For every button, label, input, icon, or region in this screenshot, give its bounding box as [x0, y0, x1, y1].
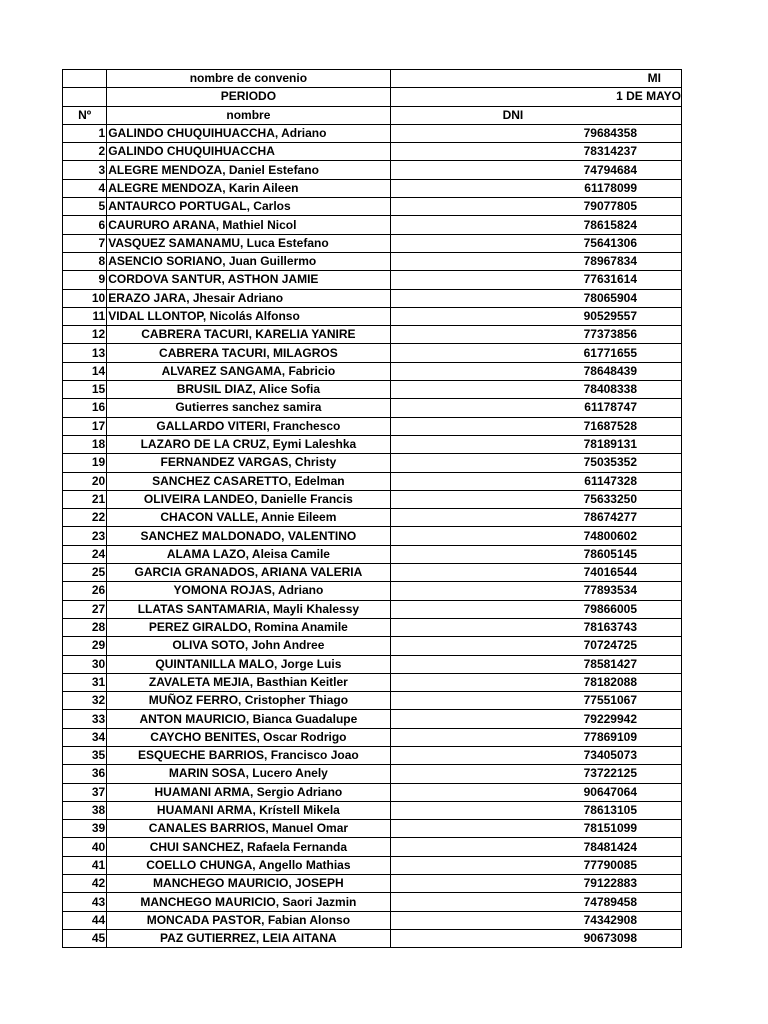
table-row — [63, 527, 682, 545]
row-dni[interactable]: 75035352 — [390, 454, 681, 472]
row-name[interactable]: VIDAL LLONTOP, Nicolás Alfonso — [107, 307, 390, 325]
row-number[interactable]: 27 — [63, 600, 107, 618]
row-name[interactable]: CAURURO ARANA, Mathiel Nicol — [107, 216, 390, 234]
row-dni[interactable]: 78615824 — [390, 216, 681, 234]
row-number[interactable]: 15 — [63, 381, 107, 399]
row-name[interactable]: CABRERA TACURI, MILAGROS — [107, 344, 390, 362]
row-name[interactable]: GALINDO CHUQUIHUACCHA, Adriano — [107, 124, 390, 142]
row-number[interactable]: 32 — [63, 692, 107, 710]
row-number[interactable]: 5 — [63, 198, 107, 216]
row-number[interactable]: 13 — [63, 344, 107, 362]
table-row — [63, 490, 682, 508]
row-dni[interactable]: 61771655 — [390, 344, 681, 362]
table-row — [63, 564, 682, 582]
table-row — [63, 198, 682, 216]
row-dni[interactable]: 75633250 — [390, 490, 681, 508]
row-number[interactable]: 17 — [63, 417, 107, 435]
row-dni[interactable]: 78065904 — [390, 289, 681, 307]
row-dni[interactable]: 74016544 — [390, 564, 681, 582]
row-number[interactable]: 41 — [63, 856, 107, 874]
row-dni[interactable]: 90673098 — [390, 929, 681, 947]
row-name[interactable]: VASQUEZ SAMANAMU, Luca Estefano — [107, 234, 390, 252]
row-name[interactable]: HUAMANI ARMA, Sergio Adriano — [107, 783, 390, 801]
row-name[interactable]: MANCHEGO MAURICIO, JOSEPH — [107, 875, 390, 893]
row-dni[interactable]: 90647064 — [390, 783, 681, 801]
table-row — [63, 307, 682, 325]
row-dni[interactable]: 90529557 — [390, 307, 681, 325]
table-row — [63, 161, 682, 179]
row-name[interactable]: ALEGRE MENDOZA, Daniel Estefano — [107, 161, 390, 179]
row-number[interactable]: 10 — [63, 289, 107, 307]
row-dni[interactable]: 78648439 — [390, 362, 681, 380]
row-dni[interactable]: 78163743 — [390, 618, 681, 636]
row-dni[interactable]: 78151099 — [390, 820, 681, 838]
row-name[interactable]: LAZARO DE LA CRUZ, Eymi Laleshka — [107, 435, 390, 453]
row-name[interactable]: MANCHEGO MAURICIO, Saori Jazmin — [107, 893, 390, 911]
row-number[interactable]: 9 — [63, 271, 107, 289]
col-header-dni[interactable]: DNI — [390, 106, 681, 124]
table-row — [63, 637, 682, 655]
row-number[interactable]: 14 — [63, 362, 107, 380]
table-row — [63, 820, 682, 838]
table-row — [63, 289, 682, 307]
row-dni[interactable]: 61178099 — [390, 179, 681, 197]
row-name[interactable]: MUÑOZ FERRO, Cristopher Thiago — [107, 692, 390, 710]
header-cell-empty[interactable] — [63, 70, 107, 88]
row-dni[interactable]: 78481424 — [390, 838, 681, 856]
row-number[interactable]: 16 — [63, 399, 107, 417]
row-name[interactable]: ESQUECHE BARRIOS, Francisco Joao — [107, 746, 390, 764]
row-name[interactable]: ERAZO JARA, Jhesair Adriano — [107, 289, 390, 307]
row-number[interactable]: 4 — [63, 179, 107, 197]
row-name[interactable]: YOMONA ROJAS, Adriano — [107, 582, 390, 600]
row-dni[interactable]: 77869109 — [390, 728, 681, 746]
table-row — [63, 326, 682, 344]
row-name[interactable]: ALAMA LAZO, Aleisa Camile — [107, 545, 390, 563]
table-row — [63, 838, 682, 856]
periodo-label[interactable]: PERIODO — [107, 88, 390, 106]
row-name[interactable]: OLIVEIRA LANDEO, Danielle Francis — [107, 490, 390, 508]
row-number[interactable]: 44 — [63, 911, 107, 929]
row-dni[interactable]: 77790085 — [390, 856, 681, 874]
convenio-value[interactable]: MI — [390, 70, 681, 88]
table-row — [63, 216, 682, 234]
row-dni[interactable]: 78408338 — [390, 381, 681, 399]
row-number[interactable]: 38 — [63, 801, 107, 819]
table-row — [63, 179, 682, 197]
table-row — [63, 600, 682, 618]
row-number[interactable]: 21 — [63, 490, 107, 508]
row-dni[interactable]: 78674277 — [390, 509, 681, 527]
row-number[interactable]: 35 — [63, 746, 107, 764]
row-name[interactable]: ANTON MAURICIO, Bianca Guadalupe — [107, 710, 390, 728]
row-number[interactable]: 37 — [63, 783, 107, 801]
row-number[interactable]: 6 — [63, 216, 107, 234]
table-row — [63, 875, 682, 893]
table-row — [63, 582, 682, 600]
row-number[interactable]: 7 — [63, 234, 107, 252]
row-number[interactable]: 8 — [63, 252, 107, 270]
row-name[interactable]: SANCHEZ CASARETTO, Edelman — [107, 472, 390, 490]
table-row — [63, 783, 682, 801]
row-number[interactable]: 40 — [63, 838, 107, 856]
table-row — [63, 271, 682, 289]
table-row — [63, 911, 682, 929]
row-name[interactable]: CAYCHO BENITES, Oscar Rodrigo — [107, 728, 390, 746]
row-name[interactable]: CABRERA TACURI, KARELIA YANIRE — [107, 326, 390, 344]
row-dni[interactable]: 78613105 — [390, 801, 681, 819]
table-row — [63, 472, 682, 490]
table-row — [63, 893, 682, 911]
table-row — [63, 710, 682, 728]
row-number[interactable]: 29 — [63, 637, 107, 655]
table-row — [63, 673, 682, 691]
row-dni[interactable]: 74794684 — [390, 161, 681, 179]
table-row — [63, 509, 682, 527]
row-number[interactable]: 36 — [63, 765, 107, 783]
row-name[interactable]: BRUSIL DIAZ, Alice Sofia — [107, 381, 390, 399]
row-number[interactable]: 26 — [63, 582, 107, 600]
periodo-value[interactable]: 1 DE MAYO — [390, 88, 681, 106]
row-dni[interactable]: 78605145 — [390, 545, 681, 563]
table-row — [63, 655, 682, 673]
table-row — [63, 618, 682, 636]
row-number[interactable]: 25 — [63, 564, 107, 582]
row-number[interactable]: 3 — [63, 161, 107, 179]
header-row-convenio — [63, 70, 682, 88]
row-dni[interactable]: 78581427 — [390, 655, 681, 673]
table-row — [63, 399, 682, 417]
row-name[interactable]: PAZ GUTIERREZ, LEIA AITANA — [107, 929, 390, 947]
col-header-name[interactable]: nombre — [107, 106, 390, 124]
table-row — [63, 765, 682, 783]
spreadsheet — [62, 69, 681, 948]
row-number[interactable]: 28 — [63, 618, 107, 636]
row-name[interactable]: ASENCIO SORIANO, Juan Guillermo — [107, 252, 390, 270]
header-row-periodo — [63, 88, 682, 106]
row-number[interactable]: 30 — [63, 655, 107, 673]
row-dni[interactable]: 79077805 — [390, 198, 681, 216]
table-row — [63, 746, 682, 764]
row-number[interactable]: 45 — [63, 929, 107, 947]
row-dni[interactable]: 74342908 — [390, 911, 681, 929]
row-number[interactable]: 43 — [63, 893, 107, 911]
table-row — [63, 728, 682, 746]
row-dni[interactable]: 61147328 — [390, 472, 681, 490]
table-row — [63, 454, 682, 472]
row-dni[interactable]: 79684358 — [390, 124, 681, 142]
row-dni[interactable]: 74789458 — [390, 893, 681, 911]
row-name[interactable]: HUAMANI ARMA, Krístell Mikela — [107, 801, 390, 819]
row-dni[interactable]: 77631614 — [390, 271, 681, 289]
row-name[interactable]: CORDOVA SANTUR, ASTHON JAMIE — [107, 271, 390, 289]
col-header-num[interactable]: Nº — [63, 106, 107, 124]
row-name[interactable]: PEREZ GIRALDO, Romina Anamile — [107, 618, 390, 636]
row-dni[interactable]: 77893534 — [390, 582, 681, 600]
row-name[interactable]: ZAVALETA MEJIA, Basthian Keitler — [107, 673, 390, 691]
table-row — [63, 692, 682, 710]
row-number[interactable]: 31 — [63, 673, 107, 691]
row-number[interactable]: 22 — [63, 509, 107, 527]
row-name[interactable]: LLATAS SANTAMARIA, Mayli Khalessy — [107, 600, 390, 618]
row-number[interactable]: 12 — [63, 326, 107, 344]
row-name[interactable]: COELLO CHUNGA, Angello Mathias — [107, 856, 390, 874]
table-row — [63, 435, 682, 453]
table-row — [63, 801, 682, 819]
row-name[interactable]: OLIVA SOTO, John Andree — [107, 637, 390, 655]
convenio-label[interactable]: nombre de convenio — [107, 70, 390, 88]
row-dni[interactable]: 71687528 — [390, 417, 681, 435]
table-row — [63, 417, 682, 435]
table-row — [63, 856, 682, 874]
row-dni[interactable]: 75641306 — [390, 234, 681, 252]
row-name[interactable]: GALINDO CHUQUIHUACCHA — [107, 143, 390, 161]
row-name[interactable]: SANCHEZ MALDONADO, VALENTINO — [107, 527, 390, 545]
row-dni[interactable]: 77373856 — [390, 326, 681, 344]
row-dni[interactable]: 78314237 — [390, 143, 681, 161]
row-dni[interactable]: 79229942 — [390, 710, 681, 728]
table-row — [63, 545, 682, 563]
row-name[interactable]: CANALES BARRIOS, Manuel Omar — [107, 820, 390, 838]
table-row — [63, 381, 682, 399]
row-name[interactable]: FERNANDEZ VARGAS, Christy — [107, 454, 390, 472]
row-dni[interactable]: 79866005 — [390, 600, 681, 618]
row-name[interactable]: QUINTANILLA MALO, Jorge Luis — [107, 655, 390, 673]
row-name[interactable]: ANTAURCO PORTUGAL, Carlos — [107, 198, 390, 216]
row-dni[interactable]: 73722125 — [390, 765, 681, 783]
row-dni[interactable]: 70724725 — [390, 637, 681, 655]
row-number[interactable]: 11 — [63, 307, 107, 325]
row-number[interactable]: 24 — [63, 545, 107, 563]
row-dni[interactable]: 73405073 — [390, 746, 681, 764]
row-number[interactable]: 2 — [63, 143, 107, 161]
row-name[interactable]: Gutierres sanchez samira — [107, 399, 390, 417]
table-row — [63, 344, 682, 362]
row-number[interactable]: 33 — [63, 710, 107, 728]
row-number[interactable]: 23 — [63, 527, 107, 545]
row-name[interactable]: CHACON VALLE, Annie Eileem — [107, 509, 390, 527]
row-dni[interactable]: 61178747 — [390, 399, 681, 417]
header-cell-empty[interactable] — [63, 88, 107, 106]
row-dni[interactable]: 78967834 — [390, 252, 681, 270]
row-dni[interactable]: 78182088 — [390, 673, 681, 691]
table-row — [63, 929, 682, 947]
row-dni[interactable]: 79122883 — [390, 875, 681, 893]
row-name[interactable]: CHUI SANCHEZ, Rafaela Fernanda — [107, 838, 390, 856]
row-number[interactable]: 42 — [63, 875, 107, 893]
row-name[interactable]: MARIN SOSA, Lucero Anely — [107, 765, 390, 783]
row-number[interactable]: 39 — [63, 820, 107, 838]
row-number[interactable]: 19 — [63, 454, 107, 472]
row-dni[interactable]: 77551067 — [390, 692, 681, 710]
row-dni[interactable]: 74800602 — [390, 527, 681, 545]
table-row — [63, 124, 682, 142]
row-number[interactable]: 34 — [63, 728, 107, 746]
row-number[interactable]: 18 — [63, 435, 107, 453]
row-name[interactable]: ALVAREZ SANGAMA, Fabricio — [107, 362, 390, 380]
table-row — [63, 234, 682, 252]
row-name[interactable]: GARCIA GRANADOS, ARIANA VALERIA — [107, 564, 390, 582]
row-number[interactable]: 20 — [63, 472, 107, 490]
column-header-row — [63, 106, 682, 124]
table-row — [63, 143, 682, 161]
table-row — [63, 362, 682, 380]
row-name[interactable]: MONCADA PASTOR, Fabian Alonso — [107, 911, 390, 929]
participants-table — [62, 69, 682, 948]
row-name[interactable]: GALLARDO VITERI, Franchesco — [107, 417, 390, 435]
row-number[interactable]: 1 — [63, 124, 107, 142]
row-name[interactable]: ALEGRE MENDOZA, Karin Aileen — [107, 179, 390, 197]
row-dni[interactable]: 78189131 — [390, 435, 681, 453]
table-row — [63, 252, 682, 270]
